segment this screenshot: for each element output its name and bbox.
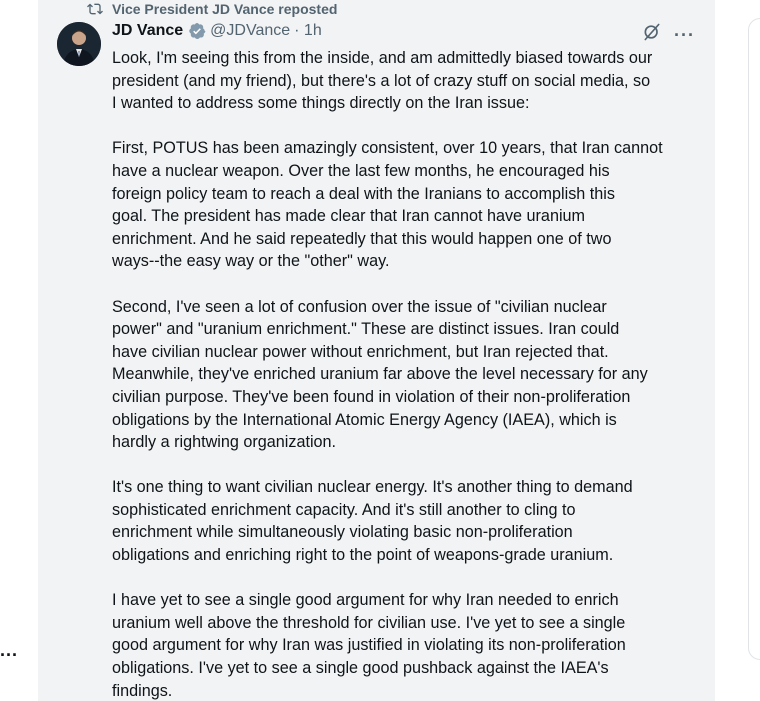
more-options-icon[interactable]: ··· (674, 24, 695, 45)
grok-icon[interactable] (642, 22, 662, 47)
author-handle[interactable]: @JDVance (210, 22, 291, 39)
author-name[interactable]: JD Vance (112, 22, 184, 39)
avatar[interactable] (57, 22, 101, 66)
tweet-paragraph: I have yet to see a single good argument for why Iran needed to enrich uranium well above the threshold for civilian use. I've yet to see a single good argument for why Iran was justified in violating its non-proliferation obligations. I've yet to see a single good pushback against the IAEA's findings. (112, 591, 626, 700)
timestamp[interactable]: · 1h (294, 22, 322, 39)
tweet-actions (642, 22, 695, 47)
repost-icon (86, 1, 104, 17)
tweet-paragraph: First, POTUS has been amazingly consistent, over 10 years, that Iran cannot have a nuclear weapon. Over the last few months, he encouraged his foreign policy team to reach a deal with the Iranians to accomplish this goal. The president has made clear that Iran cannot have uranium enrichment. And he said repeatedly that this would happen one of two ways--the easy way or the "other" way. (112, 139, 663, 271)
avatar-image (57, 22, 101, 66)
tweet-paragraph: Second, I've seen a lot of confusion over the issue of "civilian nuclear power" and "uranium enrichment." These are distinct issues. Iran could have civilian nuclear power without enrichment, but Iran rejected that. Meanwhile, they've enriched uranium far above the level necessary for any civilian purpose. They've been found in violation of their non-proliferation obligations by the International Atomic Energy Agency (IAEA), which is hardly a rightwing organization. (112, 297, 648, 452)
tweet-header (112, 22, 322, 40)
right-sidebar-card (748, 18, 760, 660)
tweet-text (112, 47, 702, 701)
tweet-paragraph: Look, I'm seeing this from the inside, and am admittedly biased towards our president (and my friend), but there's a lot of crazy stuff on social media, so I wanted to address some things directly on the Iran issue: (112, 49, 653, 113)
left-column-more-icon[interactable]: ... (0, 640, 19, 660)
verified-badge-icon (188, 22, 206, 40)
repost-indicator (86, 1, 337, 17)
repost-label: Vice President JD Vance reposted (112, 1, 338, 17)
tweet[interactable] (38, 0, 715, 701)
tweet-paragraph: It's one thing to want civilian nuclear energy. It's another thing to demand sophisticated enrichment capacity. And it's still another to cling to enrichment while simultaneously violating basic non-proliferation obligations and enriching right to the point of weapons-grade uranium. (112, 478, 633, 565)
